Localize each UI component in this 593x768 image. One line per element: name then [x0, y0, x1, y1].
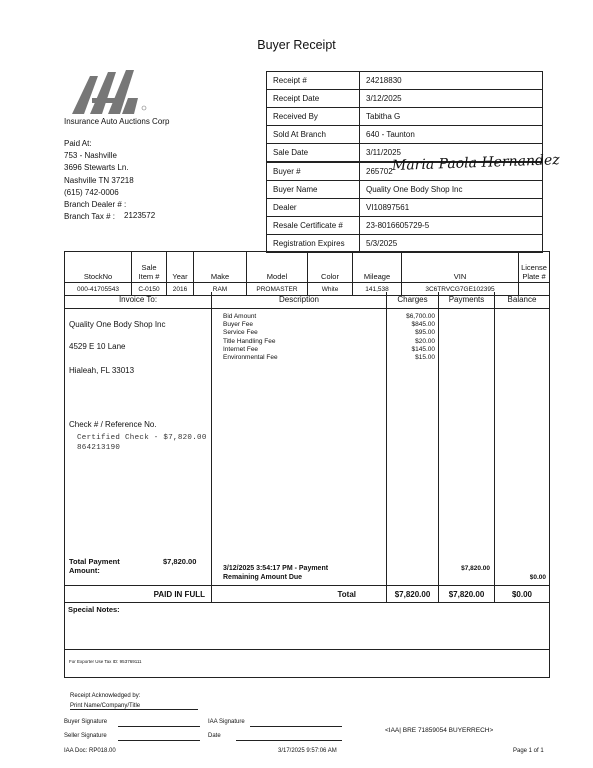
invoice-to-street: 4529 E 10 Lane	[69, 342, 126, 351]
payment-amount: $7,820.00	[461, 565, 490, 572]
field-label: Received By	[267, 108, 360, 126]
seller-signature-line	[118, 740, 200, 741]
iaa-signature-line	[250, 726, 342, 727]
field-label: Receipt Date	[267, 90, 360, 108]
list-item: Buyer Fee	[223, 321, 253, 329]
page-number: Page 1 of 1	[513, 748, 544, 754]
received-by-row	[267, 108, 543, 126]
list-item: $95.00	[415, 329, 435, 337]
description-header: Description	[278, 295, 319, 304]
vehicle-table-header	[65, 252, 549, 283]
total-charges: $7,820.00	[394, 590, 431, 599]
description-list	[223, 313, 278, 362]
seller-signature-label: Seller Signature	[64, 733, 107, 739]
total-payment-value: $7,820.00	[163, 557, 197, 566]
balance-header: Balance	[507, 295, 537, 304]
field-label: Dealer	[267, 199, 360, 217]
cell-color: White	[308, 283, 353, 296]
field-label: Sold At Branch	[267, 126, 360, 144]
field-label: Registration Expires	[267, 235, 360, 253]
col-make: Make	[194, 252, 247, 283]
address-line1: 3696 Stewarts Ln.	[64, 163, 129, 173]
field-value: VI10897561	[360, 199, 543, 217]
field-value: 265702	[360, 163, 543, 181]
buyer-info-table	[266, 162, 543, 253]
col-model: Model	[247, 252, 308, 283]
col-color: Color	[308, 252, 353, 283]
invoice-section	[64, 292, 550, 603]
field-value: 3/12/2025	[360, 90, 543, 108]
vehicle-table	[64, 251, 550, 296]
list-item: Title Handling Fee	[223, 337, 276, 345]
receipt-number-row	[267, 72, 543, 90]
list-item: $145.00	[411, 345, 435, 353]
special-notes-box	[64, 602, 550, 678]
cell-vin: 3C6TRVCG7GE102395	[402, 283, 519, 296]
list-item: Service Fee	[223, 329, 258, 337]
list-item: $15.00	[415, 354, 435, 362]
field-value: 640 - Taunton	[360, 126, 543, 144]
print-name-label: Print Name/Company/Title	[70, 703, 141, 709]
total-payment-label: Total Payment Amount:	[69, 557, 120, 575]
field-value: 5/3/2025	[360, 235, 543, 253]
field-value: 24218830	[360, 72, 543, 90]
field-label: Receipt #	[267, 72, 360, 90]
check-reference-label: Check # / Reference No.	[69, 420, 157, 429]
col-mileage: Mileage	[353, 252, 402, 283]
remaining-balance: $0.00	[529, 574, 546, 581]
iaa-logo	[68, 68, 148, 116]
col-year: Year	[167, 252, 194, 283]
branch-name: 753 - Nashville	[64, 151, 117, 161]
list-item: Environmental Fee	[223, 354, 278, 362]
total-balance: $0.00	[511, 590, 533, 599]
total-label: Total	[337, 590, 356, 599]
col-license-plate: License Plate #	[519, 252, 550, 283]
sold-at-branch-row	[267, 126, 543, 144]
field-value: Tabitha G	[360, 108, 543, 126]
cell-sale-item: C-0150	[132, 283, 167, 296]
col-stockno: StockNo	[65, 252, 132, 283]
branch-dealer-label: Branch Dealer # :	[64, 200, 127, 210]
receipt-info-table	[266, 71, 543, 162]
buyer-signature-label: Buyer Signature	[64, 719, 108, 725]
invoice-to-name: Quality One Body Shop Inc	[69, 320, 166, 329]
address-line2: Nashville TN 37218	[64, 175, 134, 185]
payments-header: Payments	[448, 295, 485, 304]
resale-certificate-row	[267, 217, 543, 235]
field-value: 23-8016605729-5	[360, 217, 543, 235]
page-title: Buyer Receipt	[257, 38, 336, 52]
field-label: Buyer #	[267, 163, 360, 181]
remaining-label: Remaining Amount Due	[223, 574, 303, 581]
dealer-row	[267, 199, 543, 217]
paid-at-label: Paid At:	[64, 139, 92, 148]
document-code: <IAA| BRE 71859054 BUYERRECH>	[385, 727, 494, 734]
company-name: Insurance Auto Auctions Corp	[64, 117, 170, 126]
field-label: Buyer Name	[267, 181, 360, 199]
cell-stockno: 000-41705543	[65, 283, 132, 296]
charges-list	[387, 313, 435, 362]
check-reference-line2: 864213190	[77, 444, 121, 452]
col-vin: VIN	[402, 252, 519, 283]
date-line	[236, 740, 342, 741]
cell-year: 2016	[167, 283, 194, 296]
date-label: Date	[208, 733, 221, 739]
printed-timestamp: 3/17/2025 9:57:06 AM	[278, 748, 337, 754]
cell-mileage: 141,538	[353, 283, 402, 296]
branch-tax-label: Branch Tax # :	[64, 212, 115, 222]
cell-make: RAM	[194, 283, 247, 296]
field-label: Sale Date	[267, 144, 360, 162]
check-reference-line1: Certified Check - $7,820.00	[77, 434, 207, 442]
special-notes-label: Special Notes:	[68, 605, 120, 614]
list-item: Bid Amount	[223, 313, 257, 320]
receipt-date-row	[267, 90, 543, 108]
print-name-line	[70, 703, 198, 710]
registration-expires-row	[267, 235, 543, 253]
iaa-signature-label: IAA Signature	[208, 719, 245, 725]
invoice-to-city: Hialeah, FL 33013	[69, 366, 135, 375]
field-value: Quality One Body Shop Inc	[360, 181, 543, 199]
payment-line: 3/12/2025 3:54:17 PM - Payment	[223, 565, 329, 572]
total-payments: $7,820.00	[448, 590, 485, 599]
buyer-name-row	[267, 181, 543, 199]
list-item: $845.00	[411, 321, 435, 329]
cell-model: PROMASTER	[247, 283, 308, 296]
buyer-signature-line	[118, 726, 200, 727]
field-value: 3/11/2025	[360, 144, 543, 162]
invoice-to-header: Invoice To:	[118, 295, 158, 304]
charges-header: Charges	[397, 295, 428, 304]
iaa-doc-number: IAA Doc: RP018.00	[64, 748, 116, 754]
receipt-ack-label: Receipt Acknowledged by:	[70, 693, 141, 699]
col-sale-item: Sale Item #	[132, 252, 167, 283]
exporter-tax-id: For Exporter Use Tax ID: 953769111	[69, 659, 142, 664]
list-item: $20.00	[415, 337, 435, 345]
list-item: Internet Fee	[223, 345, 259, 353]
branch-tax-value: 2123572	[124, 211, 156, 220]
list-item: $6,700.00	[406, 313, 435, 320]
handwritten-buyer-name: Maria Paola Hernandez	[391, 152, 560, 174]
field-label: Resale Certificate #	[267, 217, 360, 235]
paid-in-full: PAID IN FULL	[153, 590, 205, 599]
phone: (615) 742-0006	[64, 187, 119, 197]
